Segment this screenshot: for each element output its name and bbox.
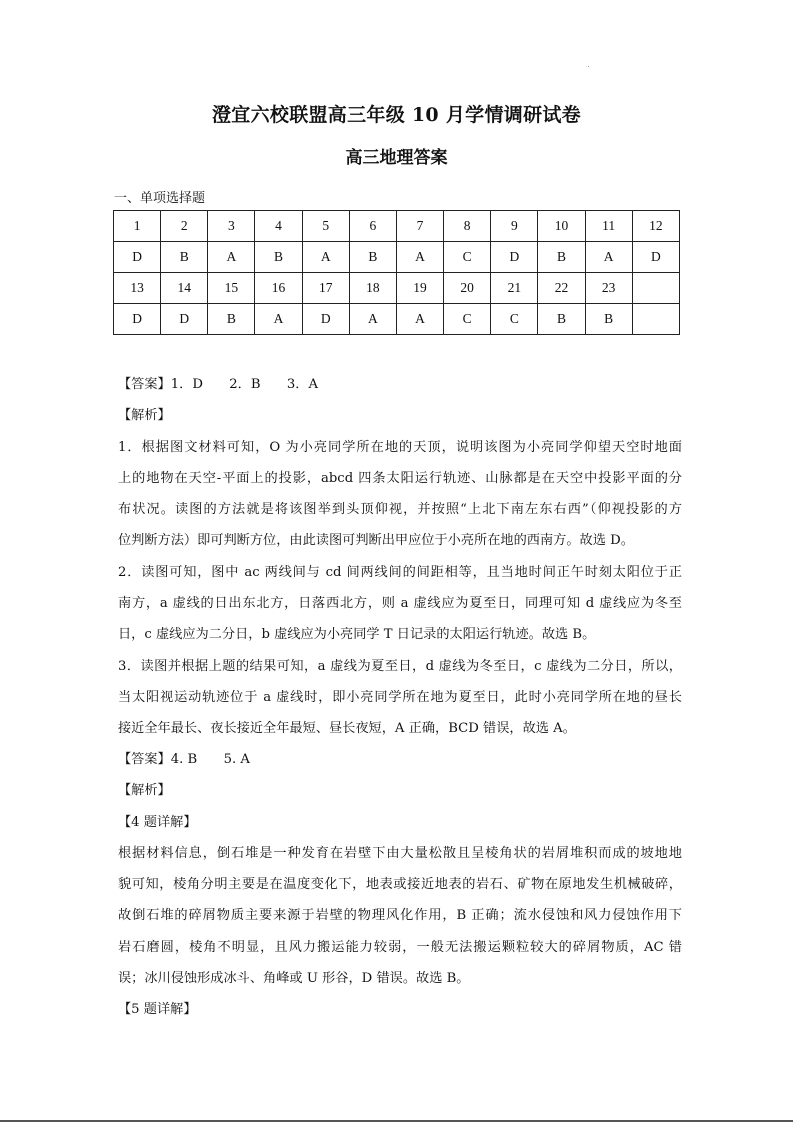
q4-label: 【4 题详解】 (118, 814, 197, 830)
analysis-text-line: 故倒石堆的碎屑物质主要来源于岩壁的物理风化作用，B 正确；流水侵蚀和风力侵蚀作用下 (118, 908, 682, 924)
answer-letter-cell (632, 304, 679, 335)
answer-letter-cell: A (208, 242, 255, 273)
question-number-cell: 22 (538, 273, 585, 304)
analysis-text-line: 当太阳视运动轨迹位于 a 虚线时，即小亮同学所在地为夏至日，此时小亮同学所在地的昼长 (118, 689, 682, 705)
answer-letter-cell: D (491, 242, 538, 273)
question-number-cell: 7 (396, 211, 443, 242)
answer-letter-cell: A (302, 242, 349, 273)
question-number-cell: 16 (255, 273, 302, 304)
analysis-text-line: 南方，a 虚线的日出东北方，日落西北方，则 a 虚线应为夏至日，同理可知 d 虚线应为冬至 (118, 596, 682, 612)
answer-letter-cell: B (161, 242, 208, 273)
answer-letter-cell: D (632, 242, 679, 273)
question-number-cell: 23 (585, 273, 632, 304)
analysis-label: 【解析】 (118, 783, 171, 799)
answer-block-2 (118, 744, 682, 1026)
question-number-cell: 10 (538, 211, 585, 242)
document-title: 澄宜六校联盟高三年级 10 月学情调研试卷 (212, 104, 581, 126)
answer-letter-cell: B (585, 304, 632, 335)
answer-letter-cell: A (396, 304, 443, 335)
speck (588, 66, 589, 67)
question-number-cell: 14 (161, 273, 208, 304)
analysis-text-line: 根据材料信息，倒石堆是一种发育在岩壁下由大量松散且呈棱角状的岩屑堆积而成的坡地地 (118, 845, 682, 861)
answer-letter-cell: D (302, 304, 349, 335)
answer-letter-cell: D (161, 304, 208, 335)
analysis-text-line: 日，c 虚线应为二分日，b 虚线应为小亮同学 T 日记录的太阳运行轨迹。故选 B。 (118, 627, 596, 643)
answer-letter-cell: C (491, 304, 538, 335)
question-number-cell: 3 (208, 211, 255, 242)
analysis-text-line: 接近全年最长、夜长接近全年最短、昼长夜短，A 正确，BCD 错误，故选 A。 (118, 721, 576, 737)
document-subtitle: 高三地理答案 (345, 148, 448, 168)
analysis-text-line: 貌可知，棱角分明主要是在温度变化下，地表或接近地表的岩石、矿物在原地发生机械破碎， (118, 877, 682, 893)
question-number-cell: 13 (114, 273, 161, 304)
question-number-cell: 18 (349, 273, 396, 304)
answer-table (113, 210, 680, 335)
question-number-row (114, 273, 680, 304)
answer-letter-row (114, 242, 680, 273)
question-number-cell: 20 (444, 273, 491, 304)
question-number-cell: 21 (491, 273, 538, 304)
question-number-cell: 4 (255, 211, 302, 242)
answer-letter-cell: A (255, 304, 302, 335)
answer-line: 【答案】4. B 5. A (118, 752, 250, 767)
analysis-text-line: 岩石磨圆，棱角不明显，且风力搬运能力较弱，一般无法搬运颗粒较大的碎屑物质，AC 错 (118, 939, 682, 955)
answer-letter-cell: B (538, 242, 585, 273)
question-number-cell: 19 (396, 273, 443, 304)
answer-letter-cell: C (444, 304, 491, 335)
question-number-cell: 1 (114, 211, 161, 242)
analysis-text-line: 布状况。读图的方法就是将该图举到头顶仰视，并按照“上北下南左东右西”（仰视投影的方 (118, 502, 682, 518)
question-number-cell: 17 (302, 273, 349, 304)
analysis-text-line: 上的地物在天空-平面上的投影，abcd 四条太阳运行轨迹、山脉都是在天空中投影平面的分 (118, 470, 682, 486)
question-number-row (114, 211, 680, 242)
answer-letter-cell: D (114, 304, 161, 335)
question-number-cell: 12 (632, 211, 679, 242)
answer-block-1 (118, 369, 682, 745)
question-number-cell: 15 (208, 273, 255, 304)
analysis-text-line: 1．根据图文材料可知，O 为小亮同学所在地的天顶，说明该图为小亮同学仰望天空时地面 (118, 439, 682, 455)
answer-letter-cell: D (114, 242, 161, 273)
answer-letter-cell: B (349, 242, 396, 273)
analysis-text-line: 位判断方法）即可判断方位，由此读图可判断出甲应位于小亮所在地的西南方。故选 D。 (118, 533, 634, 549)
answer-letter-cell: C (444, 242, 491, 273)
analysis-text-line: 误；冰川侵蚀形成冰斗、角峰或 U 形谷，D 错误。故选 B。 (118, 971, 470, 987)
answer-letter-cell: B (538, 304, 585, 335)
question-number-cell: 5 (302, 211, 349, 242)
question-number-cell: 2 (161, 211, 208, 242)
q5-label: 【5 题详解】 (118, 1002, 197, 1018)
answer-letter-cell: B (208, 304, 255, 335)
question-number-cell: 9 (491, 211, 538, 242)
question-number-cell: 8 (444, 211, 491, 242)
analysis-text-line: 3．读图并根据上题的结果可知，a 虚线为夏至日，d 虚线为冬至日，c 虚线为二分日，所以， (118, 658, 682, 674)
section-heading: 一、单项选择题 (114, 191, 206, 206)
answer-letter-cell: A (349, 304, 396, 335)
answer-letter-cell: A (585, 242, 632, 273)
answer-line: 【答案】1．D 2．B 3．A (118, 377, 319, 392)
answer-letter-cell: B (255, 242, 302, 273)
question-number-cell (632, 273, 679, 304)
analysis-text-line: 2．读图可知，图中 ac 两线间与 cd 间两线间的间距相等，且当地时间正午时刻太阳位于正 (118, 564, 682, 580)
answer-letter-cell: A (396, 242, 443, 273)
question-number-cell: 6 (349, 211, 396, 242)
analysis-label: 【解析】 (118, 408, 171, 424)
question-number-cell: 11 (585, 211, 632, 242)
answer-letter-row (114, 304, 680, 335)
